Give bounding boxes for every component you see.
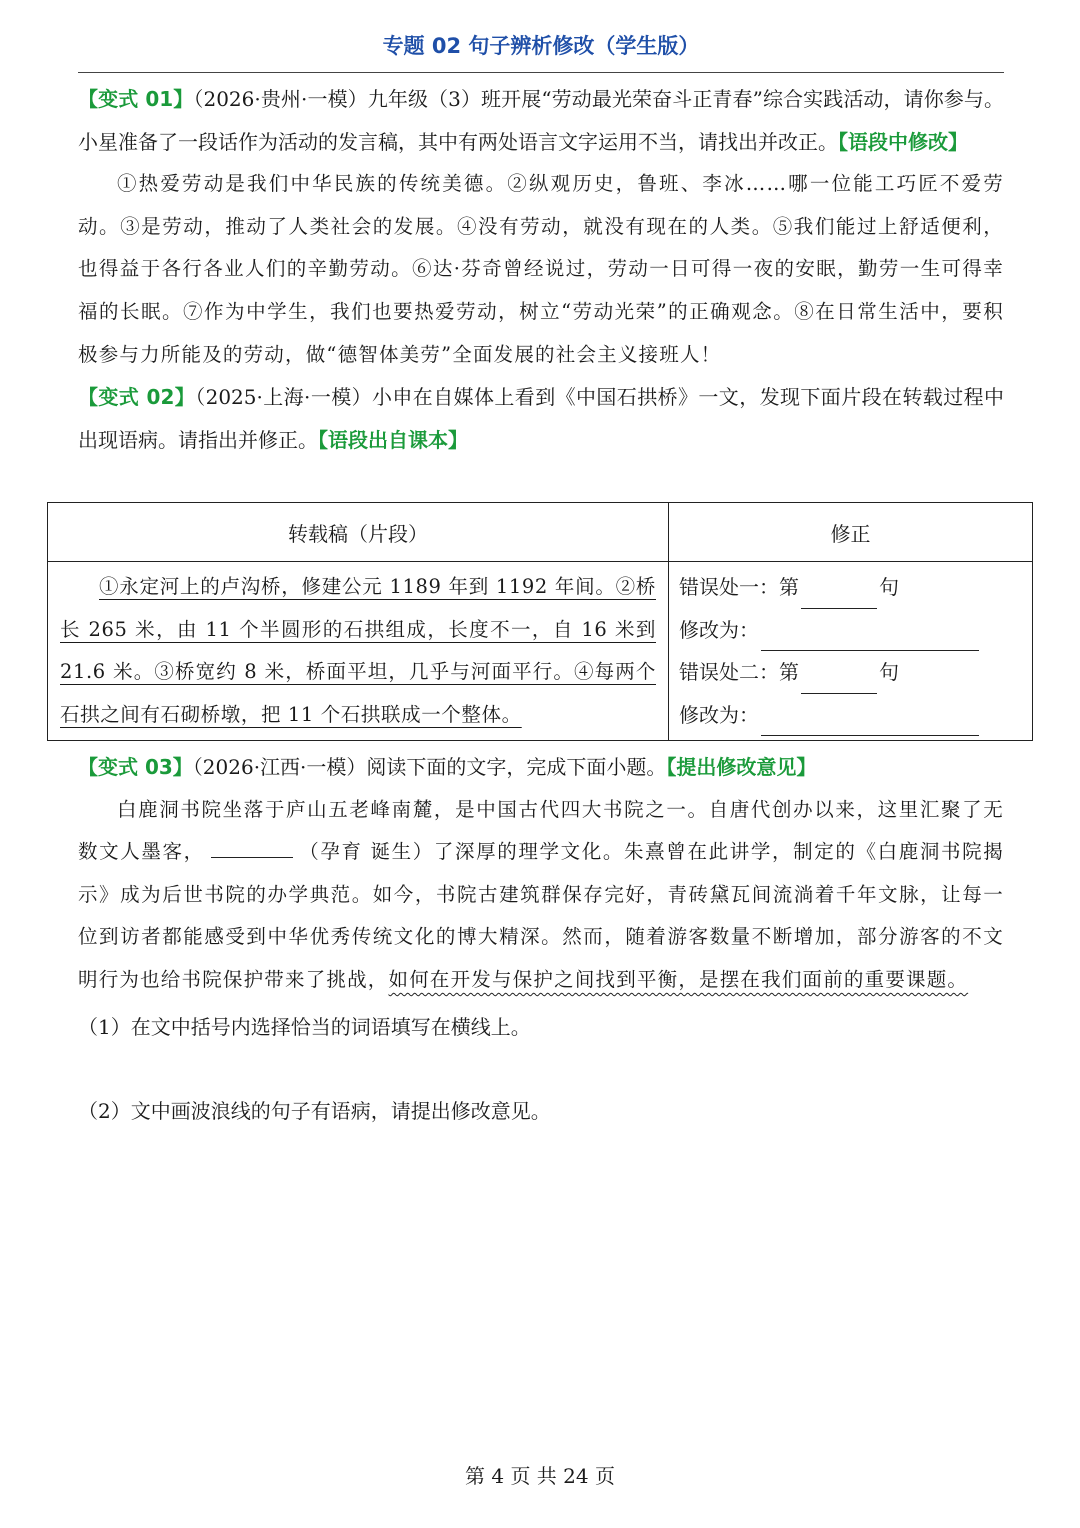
- page-content: [78, 78, 1004, 461]
- table-cell-correction: [669, 562, 1033, 741]
- error-2-suffix: 句: [879, 660, 899, 685]
- variant-02-type-tag: 【语段出自课本】: [318, 427, 468, 452]
- variant-03-section: [78, 746, 1004, 1133]
- variant-02-intro: [78, 376, 1004, 461]
- variant-02-question: （2025·上海·一模）小申在自媒体上看到《中国石拱桥》一文，发现下面片段在转载过程中出现语病。请指出并修正。: [78, 385, 1004, 452]
- error-1-label: 错误处一：第: [679, 575, 799, 599]
- passage-part-b: 了深厚的理学文化。朱熹曾在此讲学，制定的《白鹿洞书院揭示》成为后世书院的办学典范。如今，书院古建筑群保存完好，青砖黛瓦间流淌着千年文脉，让每一位到访者都能感受到中华优秀传统文化的博大精深。然而，随着游客数量不断增加，部分游客的不文明行为也给书院保护带来了挑战，: [78, 840, 1004, 991]
- wavy-underlined-sentence: 如何在开发与保护之间找到平衡，是摆在我们面前的重要课题。: [388, 967, 969, 991]
- page-number: 第 4 页 共 24 页: [465, 1464, 615, 1488]
- variant-03-question: （2026·江西·一模）阅读下面的文字，完成下面小题。: [192, 755, 667, 779]
- error-1-sentence-blank[interactable]: [801, 586, 877, 609]
- correction-table: [47, 502, 1033, 741]
- error-2-label: 错误处二：第: [679, 660, 799, 685]
- variant-03-type-tag: 【提出修改意见】: [666, 755, 817, 779]
- table-header-excerpt: 转载稿（片段）: [48, 503, 669, 562]
- fix-1-row: [679, 609, 1022, 652]
- variant-01-intro: [78, 78, 1004, 163]
- error-1-row: [679, 566, 1022, 609]
- header-divider: [78, 72, 1004, 73]
- variant-03-tag: 【变式 03】: [78, 755, 193, 779]
- variant-03-intro: [78, 746, 1004, 789]
- error-2-row: [679, 651, 1022, 694]
- variant-01-tag: 【变式 01】: [78, 87, 194, 111]
- question-2: （2）文中画波浪线的句子有语病，请提出修改意见。: [78, 1099, 551, 1124]
- error-2-sentence-blank[interactable]: [801, 671, 877, 694]
- excerpt-text: ①永定河上的卢沟桥，修建公元 1189 年到 1192 年间。②桥长 265 米，由 11 个半圆形的石拱组成，长度不一，自 16 米到 21.6 米。③桥宽约 8 米，桥面平坦，几乎与河面平行。④每两个石拱之间有石砌桥墩，把 11 个石拱联成一个整体。: [60, 575, 656, 726]
- table-header-correction: 修正: [669, 503, 1033, 562]
- variant-01-passage: ①热爱劳动是我们中华民族的传统美德。②纵观历史，鲁班、李冰……哪一位能工巧匠不爱劳动。③是劳动，推动了人类社会的发展。④没有劳动，就没有现在的人类。⑤我们能过上舒适便利，也得益于各行各业人们的辛勤劳动。⑥达·芬奇曾经说过，劳动一日可得一夜的安眠，勤劳一生可得幸福的长眠。⑦作为中学生，我们也要热爱劳动，树立“劳动光荣”的正确观念。⑧在日常生活中，要积极参与力所能及的劳动，做“德智体美劳”全面发展的社会主义接班人！: [78, 172, 1004, 366]
- table-cell-excerpt: [48, 562, 669, 741]
- error-1-suffix: 句: [879, 575, 899, 599]
- variant-03-passage: [78, 789, 1004, 1002]
- fix-2-row: [679, 694, 1022, 737]
- variant-01-type-tag: 【语段中修改】: [838, 129, 968, 154]
- variant-02-tag: 【变式 02】: [78, 385, 196, 410]
- word-choices: （孕育 诞生）: [298, 840, 434, 864]
- question-1: （1）在文中括号内选择恰当的词语填写在横线上。: [78, 1014, 531, 1039]
- fix-1-blank[interactable]: [761, 628, 979, 651]
- fix-1-label: 修改为：: [679, 617, 759, 642]
- fill-in-blank[interactable]: [211, 839, 293, 858]
- page-header-title: 专题 02 句子辨析修改（学生版）: [382, 34, 700, 58]
- variant-01-question: （2026·贵州·一模）九年级（3）班开展“劳动最光荣奋斗正青春”综合实践活动，请你参与。小星准备了一段话作为活动的发言稿，其中有两处语言文字运用不当，请找出并改正。: [78, 87, 1004, 154]
- passage-part-a: 白鹿洞书院坐落于庐山五老峰南麓，是中国古代四大书院之一。自唐代创办以来，这里汇聚了无数文人墨客，: [78, 797, 1004, 864]
- fix-2-label: 修改为：: [679, 702, 759, 727]
- fix-2-blank[interactable]: [761, 713, 979, 736]
